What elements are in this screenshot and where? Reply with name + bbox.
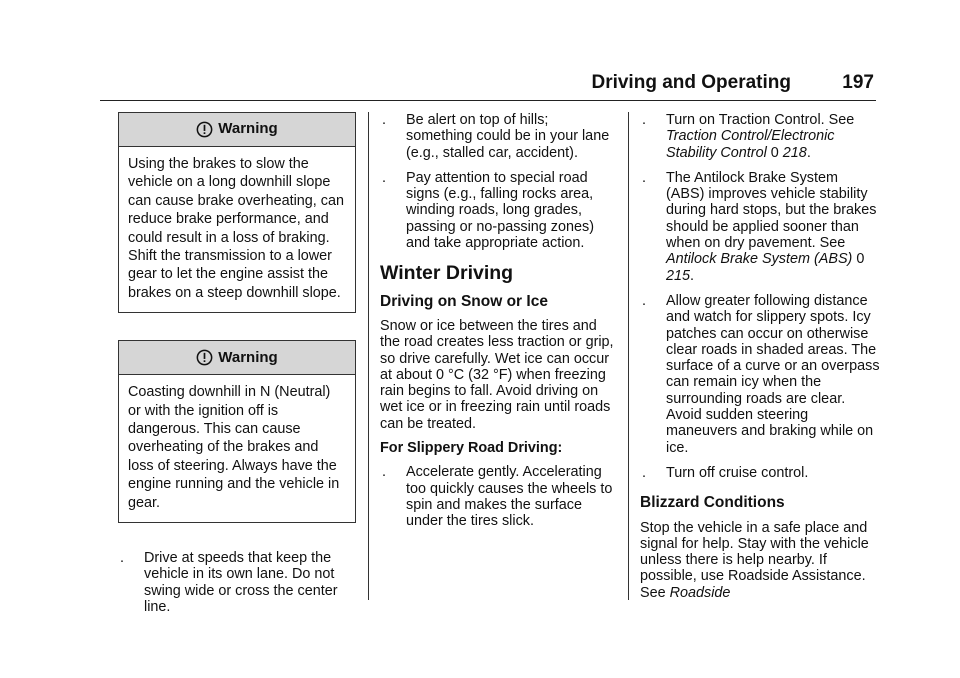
page-ref-icon: 0	[770, 144, 779, 161]
warning-title: Warning	[218, 120, 278, 138]
list-item	[640, 465, 880, 481]
list-item	[118, 550, 356, 615]
column-divider	[368, 112, 369, 600]
warning-text: Coasting downhill in N (Neutral) or with the ignition off is dangerous. This can cause overheating of the brakes and loss of steering. Always have the engine running and the vehicle in gear.	[128, 384, 340, 511]
bullet-marker: .	[642, 169, 646, 186]
list-item	[640, 112, 880, 161]
period: .	[690, 267, 695, 284]
page-ref-icon: 0	[856, 251, 865, 268]
warning-box	[118, 340, 356, 523]
cross-reference-link[interactable]: Roadside	[669, 584, 731, 601]
warning-header	[119, 341, 355, 375]
page-reference[interactable]: 218	[782, 144, 807, 161]
page-header	[100, 70, 876, 101]
list-item-text: Be alert on top of hills; something could be in your lane (e.g., stalled car, accident).	[406, 112, 610, 161]
warning-text: Using the brakes to slow the vehicle on a long downhill slope can cause brake overheating, can reduce brake performance, and could result in a loss of braking. Shift the transmission to a lower gear to let the engine assist the brakes on a steep downhill slope.	[128, 156, 345, 301]
list-item-text: Drive at speeds that keep the vehicle in its own lane. Do not swing wide or cross the center line.	[144, 550, 338, 615]
page-number: 197	[842, 72, 874, 93]
paragraph	[640, 520, 880, 601]
list-item-text: Pay attention to special road signs (e.g., falling rocks area, winding roads, long grades, passing or no-passing zones) and take appropriate action.	[406, 169, 594, 252]
page-reference[interactable]: 215	[666, 267, 691, 284]
list-item-text: Turn on Traction Control. See	[666, 112, 855, 128]
warning-icon	[196, 121, 213, 138]
bullet-marker: .	[642, 464, 646, 481]
list-item	[640, 170, 880, 284]
list-item-text: The Antilock Brake System (ABS) improves vehicle stability during hard stops, but the brakes should be applied sooner than when on dry pavement. See	[666, 169, 877, 252]
section-heading: Winter Driving	[380, 262, 514, 285]
list-item	[640, 293, 880, 456]
section-title: Driving and Operating	[591, 72, 791, 93]
period: .	[806, 144, 811, 161]
bullet-marker: .	[382, 112, 386, 128]
list-item	[380, 112, 616, 161]
paragraph: Snow or ice between the tires and the road creates less traction or grip, so drive carefully. Wet ice can occur at about 0 °C (32 °F) when freezing rain begins to fall. Avoid driving on wet ice or in freezing rain until roads can be treated.	[380, 317, 614, 432]
column-1	[118, 112, 356, 624]
warning-icon	[196, 349, 213, 366]
cross-reference-link[interactable]: Antilock Brake System (ABS)	[666, 251, 853, 268]
list-item	[380, 464, 616, 529]
list-label: For Slippery Road Driving:	[380, 440, 563, 457]
subsection-heading: Driving on Snow or Ice	[380, 292, 548, 310]
paragraph-text: Stop the vehicle in a safe place and signal for help. Stay with the vehicle unless there is help nearby. If possible, use Roadside Assistance. See	[640, 519, 869, 601]
bullet-marker: .	[120, 550, 124, 567]
list-item	[380, 170, 616, 251]
list-item-text: Accelerate gently. Accelerating too quickly causes the wheels to spin and makes the surface under the tires slick.	[406, 464, 613, 530]
bullet-marker: .	[382, 464, 386, 481]
cross-reference-link[interactable]: Traction Control/Electronic Stability Control	[666, 128, 835, 161]
warning-header	[119, 113, 355, 147]
warning-box	[118, 112, 356, 313]
list-item-text: Allow greater following distance and watch for slippery spots. Icy patches can occur on otherwise clear roads in shaded areas. The surface of a curve or an overpass can remain icy when the surrounding roads are clear. Avoid sudden steering maneuvers and braking while on ice.	[666, 292, 880, 456]
column-divider	[628, 112, 629, 600]
bullet-marker: .	[642, 292, 646, 309]
bullet-marker: .	[382, 169, 386, 186]
bullet-marker: .	[642, 112, 646, 128]
column-2	[380, 112, 616, 539]
list-item-text: Turn off cruise control.	[666, 464, 809, 481]
subsection-heading: Blizzard Conditions	[640, 494, 785, 512]
column-3	[640, 112, 880, 609]
warning-title: Warning	[218, 348, 278, 366]
